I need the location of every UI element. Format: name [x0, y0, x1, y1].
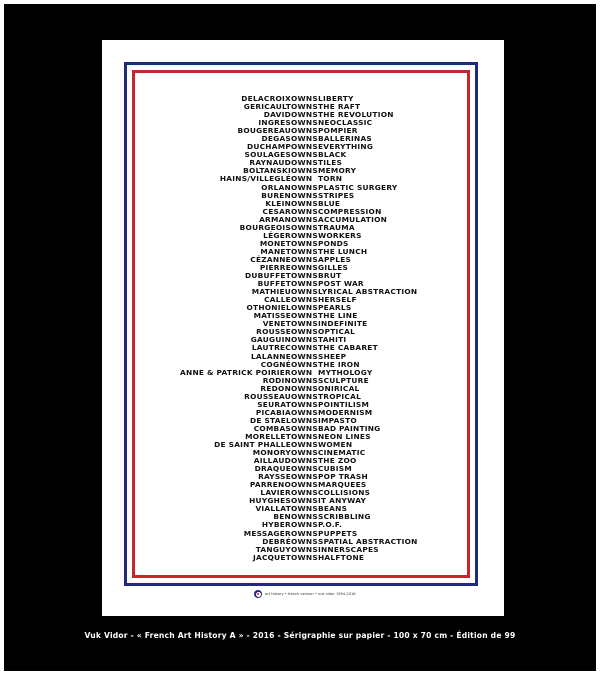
owns-verb: OWNS	[291, 431, 318, 441]
owns-verb: OWNS	[291, 375, 318, 385]
artwork-frame	[4, 4, 596, 671]
artist-name: LAUTREC	[251, 343, 291, 353]
owned-subject: OPTICAL	[318, 327, 356, 337]
artist-name: VIALLAT	[255, 504, 291, 514]
artist-name: OTHONIEL	[246, 303, 291, 313]
poster-footer	[254, 589, 356, 599]
owns-verb: OWNS	[291, 271, 318, 281]
owns-verb: OWNS	[291, 480, 318, 490]
owned-subject: POP TRASH	[318, 472, 368, 482]
artist-name: HAINS/VILLEGLÉ	[219, 174, 291, 184]
artist-name: PIERRE	[259, 262, 291, 272]
owned-subject: GILLES	[318, 262, 349, 272]
artist-name: VENET	[262, 319, 291, 329]
owns-verb: OWNS	[291, 190, 318, 200]
owns-verb: OWNS	[291, 166, 318, 176]
owned-subject: COLLISIONS	[318, 488, 371, 498]
owns-verb: OWN	[291, 367, 313, 377]
artist-name: REDON	[260, 383, 291, 393]
artist-name: LAVIER	[260, 488, 291, 498]
artist-name: GERICAULT	[243, 102, 291, 112]
poster-footer-text: art history • french version • vuk vidor 1994-2016	[265, 592, 356, 596]
owns-verb: OWNS	[291, 391, 318, 401]
owned-subject: TROPICAL	[318, 391, 362, 401]
owned-subject: IMPASTO	[318, 415, 357, 425]
artist-name: DE SAINT PHALLE	[214, 440, 291, 450]
artist-name: BOURGEOIS	[239, 222, 291, 232]
owns-verb: OWNS	[291, 222, 318, 232]
artist-name: GAUGUIN	[250, 335, 291, 345]
artist-name: RODIN	[262, 375, 291, 385]
owns-verb: OWNS	[291, 407, 318, 417]
artist-name: JACQUET	[252, 552, 291, 562]
owned-subject: BEANS	[318, 504, 348, 514]
owns-verb: OWNS	[291, 246, 318, 256]
owns-verb: OWNS	[291, 319, 318, 329]
owned-subject: BAD PAINTING	[318, 423, 381, 433]
artist-name: DUBUFFET	[245, 271, 291, 281]
artist-name: BUFFET	[257, 279, 291, 289]
artist-name: RAYNAUD	[249, 158, 291, 168]
owned-subject: ACCUMULATION	[318, 214, 388, 224]
owned-subject: NEOCLASSIC	[318, 118, 373, 128]
artist-name: BOLTANSKI	[243, 166, 291, 176]
owns-verb: OWNS	[291, 383, 318, 393]
artist-name: MATISSE	[253, 311, 291, 321]
artist-name: MORELLET	[245, 431, 291, 441]
owned-subject: P.O.F.	[318, 520, 343, 530]
owned-subject: COMPRESSION	[318, 206, 382, 216]
owned-subject: THE LUNCH	[318, 246, 368, 256]
artist-name: DEGAS	[261, 134, 291, 144]
owned-subject: MEMORY	[318, 166, 357, 176]
owned-subject: EVERYTHING	[318, 142, 374, 152]
owns-list	[102, 95, 504, 562]
owns-verb: OWNS	[291, 110, 318, 120]
owned-subject: SHEEP	[318, 351, 347, 361]
owned-subject: PEARLS	[318, 303, 352, 313]
owns-verb: OWNS	[291, 472, 318, 482]
owns-verb: OWNS	[291, 520, 318, 530]
owned-subject: THE RAFT	[318, 102, 361, 112]
owned-subject: SCULPTURE	[318, 375, 369, 385]
owned-subject: POST WAR	[318, 279, 364, 289]
owns-line	[102, 554, 504, 562]
owns-verb: OWNS	[291, 311, 318, 321]
artist-name: MONORY	[252, 448, 291, 458]
owns-verb: OWN	[291, 174, 313, 184]
owned-subject: POINTILISM	[318, 399, 370, 409]
owns-verb: OWNS	[291, 295, 318, 305]
owned-subject: NEON LINES	[318, 431, 371, 441]
artist-name: DUCHAMP	[247, 142, 291, 152]
owned-subject: WORKERS	[318, 230, 362, 240]
owned-subject: THE LINE	[318, 311, 358, 321]
artist-name: SEURAT	[257, 399, 291, 409]
poster	[102, 40, 504, 616]
artist-name: CALLE	[264, 295, 291, 305]
artist-name: TANGUY	[255, 544, 291, 554]
owns-verb: OWNS	[291, 464, 318, 474]
owns-verb: OWNS	[291, 544, 318, 554]
owned-subject: PUPPETS	[318, 528, 358, 538]
owned-subject: ONIRICAL	[318, 383, 360, 393]
owns-verb: OWNS	[291, 423, 318, 433]
owns-verb: OWNS	[291, 488, 318, 498]
owned-subject: INNERSCAPES	[318, 544, 379, 554]
owns-verb: OWNS	[291, 399, 318, 409]
owns-verb: OWNS	[291, 448, 318, 458]
artist-name: KLEIN	[265, 198, 291, 208]
owns-verb: OWNS	[291, 279, 318, 289]
artist-name: BOUGEREAU	[237, 126, 291, 136]
owned-subject: WOMEN	[318, 440, 353, 450]
owned-subject: THE ZOO	[318, 456, 357, 466]
owned-subject: TAHITI	[318, 335, 347, 345]
artist-name: PICABIA	[255, 407, 291, 417]
artist-name: RAYSSE	[258, 472, 291, 482]
owns-verb: OWNS	[291, 134, 318, 144]
owned-subject: THE CABARET	[318, 343, 378, 353]
artist-name: MATHIEU	[251, 287, 291, 297]
artist-name: DE STAEL	[249, 415, 291, 425]
owns-verb: OWNS	[291, 118, 318, 128]
owned-subject: SPATIAL ABSTRACTION	[318, 536, 418, 546]
owns-verb: OWNS	[291, 327, 318, 337]
owned-subject: TORN	[318, 174, 343, 184]
artist-name: ROUSSE	[256, 327, 291, 337]
artist-name: ROUSSEAU	[244, 391, 291, 401]
owns-verb: OWNS	[291, 182, 318, 192]
owns-verb: OWNS	[291, 335, 318, 345]
owned-subject: TILES	[318, 158, 343, 168]
owns-verb: OWNS	[291, 552, 318, 562]
owned-subject: BRUT	[318, 271, 342, 281]
artist-name: ORLAN	[261, 182, 291, 192]
owned-subject: INDEFINITE	[318, 319, 368, 329]
artist-name: COGNÉ	[260, 359, 291, 369]
owned-subject: PONDS	[318, 238, 349, 248]
owns-verb: OWNS	[291, 359, 318, 369]
owned-subject: TRAUMA	[318, 222, 355, 232]
artist-name: INGRES	[258, 118, 291, 128]
owns-verb: OWNS	[291, 343, 318, 353]
artist-name: COMBAS	[253, 423, 291, 433]
owned-subject: POMPIER	[318, 126, 358, 136]
owned-subject: CUBISM	[318, 464, 352, 474]
artist-name: DRAQUE	[254, 464, 291, 474]
owns-verb: OWNS	[291, 198, 318, 208]
owned-subject: PLASTIC SURGERY	[318, 182, 398, 192]
owned-subject: BLUE	[318, 198, 341, 208]
owns-verb: OWNS	[291, 440, 318, 450]
artist-name: AILLAUD	[253, 456, 291, 466]
owned-subject: MYTHOLOGY	[318, 367, 373, 377]
target-roundel-icon	[254, 590, 262, 598]
artist-name: HYBER	[261, 520, 291, 530]
owns-verb: OWNS	[291, 262, 318, 272]
owned-subject: APPLES	[318, 254, 352, 264]
owns-verb: OWNS	[291, 512, 318, 522]
owns-verb: OWNS	[291, 496, 318, 506]
owned-subject: THE IRON	[318, 359, 360, 369]
artist-name: DELACROIX	[241, 94, 291, 103]
owned-subject: HERSELF	[318, 295, 357, 305]
owns-verb: OWNS	[291, 102, 318, 112]
owned-subject: LIBERTY	[318, 94, 354, 103]
artist-name: BUREN	[261, 190, 291, 200]
owned-subject: THE REVOLUTION	[318, 110, 394, 120]
artist-name: MESSAGER	[243, 528, 291, 538]
owns-verb: OWNS	[291, 214, 318, 224]
artist-name: LÉGER	[263, 230, 291, 240]
owned-subject: BLACK	[318, 150, 347, 160]
artist-name: LALANNE	[250, 351, 291, 361]
artist-name: ANNE & PATRICK POIRIER	[180, 367, 291, 377]
owns-verb: OWNS	[291, 456, 318, 466]
owns-verb: OWNS	[291, 142, 318, 152]
artist-name: PARRENO	[249, 480, 291, 490]
owns-verb: OWNS	[291, 94, 318, 103]
owns-verb: OWNS	[291, 528, 318, 538]
artist-name: MANET	[260, 246, 291, 256]
owns-verb: OWNS	[291, 230, 318, 240]
owned-subject: MODERNISM	[318, 407, 373, 417]
owns-verb: OWNS	[291, 536, 318, 546]
artist-name: HUYGHES	[249, 496, 291, 506]
owned-subject: IT ANYWAY	[318, 496, 367, 506]
owned-subject: STRIPES	[318, 190, 355, 200]
artist-name: BEN	[273, 512, 291, 522]
owns-verb: OWNS	[291, 303, 318, 313]
artist-name: ARMAN	[259, 214, 291, 224]
artist-name: CÉZANNE	[250, 254, 291, 264]
artist-name: MONET	[259, 238, 291, 248]
artist-name: DAVID	[263, 110, 291, 120]
artist-name: CESAR	[262, 206, 291, 216]
owned-subject: SCRIBBLING	[318, 512, 371, 522]
owns-verb: OWNS	[291, 238, 318, 248]
owned-subject: HALFTONE	[318, 552, 365, 562]
owned-subject: BALLERINAS	[318, 134, 372, 144]
owns-verb: OWNS	[291, 126, 318, 136]
owns-verb: OWNS	[291, 415, 318, 425]
owns-verb: OWNS	[291, 254, 318, 264]
owns-verb: OWNS	[291, 351, 318, 361]
owned-subject: CINEMATIC	[318, 448, 366, 458]
owns-verb: OWNS	[291, 287, 318, 297]
owns-verb: OWNS	[291, 206, 318, 216]
owns-verb: OWNS	[291, 158, 318, 168]
artwork-caption: Vuk Vidor - « French Art History A » - 2016 - Sérigraphie sur papier - 100 x 70 cm - Édition de 99	[84, 631, 516, 640]
owns-verb: OWNS	[291, 150, 318, 160]
artist-name: SOULAGES	[244, 150, 291, 160]
owned-subject: MARQUEES	[318, 480, 367, 490]
artist-name: DEBRÉ	[262, 536, 291, 546]
owned-subject: LYRICAL ABSTRACTION	[318, 287, 418, 297]
owns-verb: OWNS	[291, 504, 318, 514]
